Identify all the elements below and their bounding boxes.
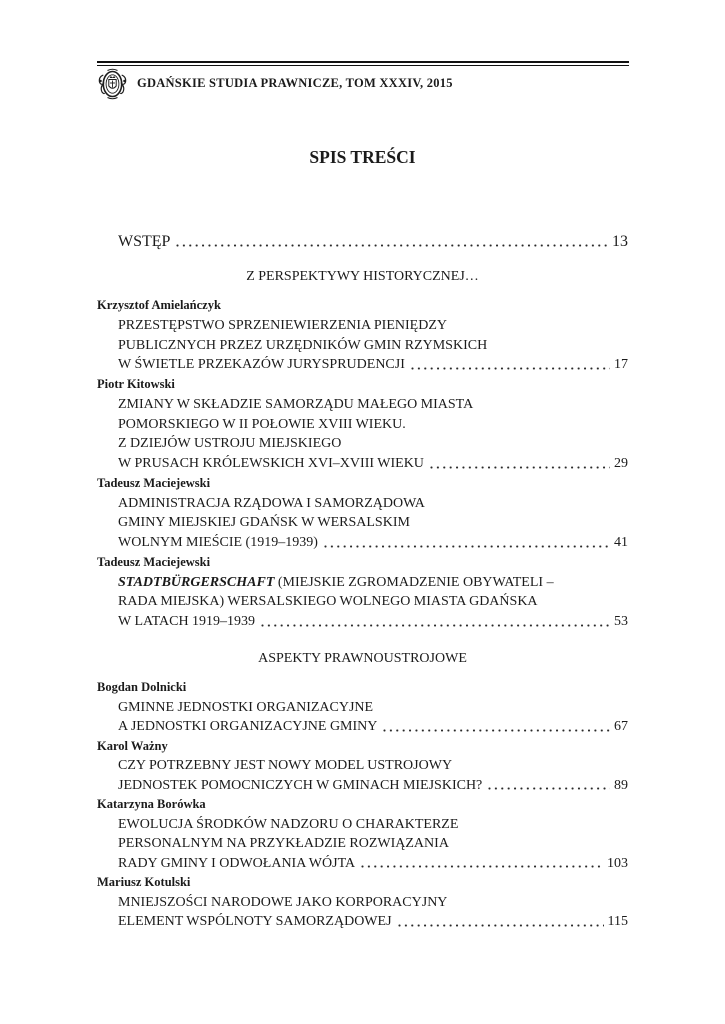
dot-leader: [176, 232, 608, 252]
toc-entry: [97, 553, 628, 632]
toc-intro-row: [118, 232, 628, 252]
entry-title-text: W PRUSACH KRÓLEWSKICH XVI–XVIII WIEKU: [118, 456, 424, 471]
entry-title-line-last: [97, 454, 628, 474]
entry-page-number: 103: [607, 855, 628, 871]
entry-title-text: WOLNYM MIEŚCIE (1919–1939): [118, 535, 318, 550]
entry-author: Piotr Kitowski: [97, 377, 175, 391]
entry-title-text: A JEDNOSTKI ORGANIZACYJNE GMINY: [118, 719, 378, 734]
entry-title-line-last: [97, 776, 628, 796]
entry-title-line-last: [97, 355, 628, 375]
entry-title-line: EWOLUCJA ŚRODKÓW NADZORU O CHARAKTERZE: [118, 816, 459, 832]
entry-title-line: CZY POTRZEBNY JEST NOWY MODEL USTROJOWY: [118, 758, 453, 773]
entry-title-line: PRZESTĘPSTWO SPRZENIEWIERZENIA PIENIĘDZY: [118, 317, 447, 333]
entry-title-line: POMORSKIEGO W II POŁOWIE XVIII WIEKU.: [118, 416, 406, 432]
dot-leader: [430, 454, 610, 474]
entry-author: Tadeusz Maciejewski: [97, 554, 211, 569]
entry-page-number: 53: [614, 614, 628, 629]
entry-title-text: W LATACH 1919–1939: [118, 614, 256, 629]
entry-author: Mariusz Kotulski: [97, 875, 191, 889]
toc-entry: [97, 678, 628, 737]
entry-title-emphasis: STADTBÜRGERSCHAFT: [118, 574, 275, 590]
toc-entry: [97, 296, 628, 375]
entry-page-number: 67: [614, 719, 628, 734]
section-entries: [97, 296, 628, 632]
entry-title-line: GMINY MIEJSKIEJ GDAŃSK W WERSALSKIM: [118, 515, 410, 531]
entry-author: Krzysztof Amielańczyk: [97, 298, 221, 312]
entry-title-line-last: [97, 912, 628, 932]
dot-leader: [361, 854, 603, 874]
entry-author: Tadeusz Maciejewski: [97, 475, 211, 490]
section-entries: [97, 678, 628, 932]
entry-title-line: MNIEJSZOŚCI NARODOWE JAKO KORPORACYJNY: [118, 894, 448, 910]
entry-title-text: W ŚWIETLE PRZEKAZÓW JURYSPRUDENCJI: [118, 357, 405, 373]
entry-title-text: ELEMENT WSPÓLNOTY SAMORZĄDOWEJ: [118, 914, 392, 929]
header-rule-thin: [97, 65, 629, 66]
entry-page-number: 41: [614, 535, 628, 550]
entry-page-number: 29: [614, 456, 628, 471]
section-heading: ASPEKTY PRAWNOUSTROJOWE: [258, 651, 467, 666]
entry-title-line-last: [97, 717, 628, 737]
dot-leader: [324, 533, 610, 553]
entry-title-text: RADY GMINY I ODWOŁANIA WÓJTA: [118, 855, 356, 871]
section-heading: Z PERSPEKTYWY HISTORYCZNEJ…: [246, 269, 479, 284]
dot-leader: [261, 612, 610, 632]
intro-page-number: 13: [612, 233, 628, 250]
dot-leader: [411, 355, 610, 375]
entry-author: Katarzyna Borówka: [97, 797, 206, 811]
dot-leader: [488, 776, 610, 796]
entry-title-line: RADA MIEJSKA) WERSALSKIEGO WOLNEGO MIASTA GDAŃSKA: [118, 594, 538, 610]
entry-title-line: PUBLICZNYCH PRZEZ URZĘDNIKÓW GMIN RZYMSKICH: [118, 337, 488, 353]
intro-label: WSTĘP: [118, 233, 171, 250]
entry-title-text: JEDNOSTEK POMOCNICZYCH W GMINACH MIEJSKICH?: [118, 777, 483, 793]
dot-leader: [398, 912, 604, 932]
university-crest-icon: [96, 67, 129, 101]
entry-page-number: 89: [614, 777, 628, 793]
toc-entry: [97, 795, 628, 873]
page-title: SPIS TREŚCI: [309, 147, 416, 167]
toc-entry: [97, 474, 628, 553]
entry-page-number: 115: [607, 914, 628, 929]
toc-entry: [97, 873, 628, 932]
entry-title-line-last: [97, 533, 628, 553]
entry-title-text: (MIEJSKIE ZGROMADZENIE OBYWATELI –: [277, 574, 554, 590]
entry-author: Bogdan Dolnicki: [97, 680, 187, 694]
entry-title-line: GMINNE JEDNOSTKI ORGANIZACYJNE: [118, 699, 374, 715]
entry-author: Karol Ważny: [97, 738, 168, 753]
entry-title-line-last: [97, 854, 628, 874]
toc-entry: [97, 737, 628, 796]
entry-title-line-last: [97, 612, 628, 632]
entry-title-line: ADMINISTRACJA RZĄDOWA I SAMORZĄDOWA: [118, 495, 425, 511]
dot-leader: [383, 717, 610, 737]
entry-title-line: Z DZIEJÓW USTROJU MIEJSKIEGO: [118, 436, 342, 452]
toc-entry: [97, 375, 628, 474]
entry-title-line: ZMIANY W SKŁADZIE SAMORZĄDU MAŁEGO MIASTA: [118, 396, 474, 412]
entry-title-line: [97, 573, 628, 593]
entry-title-line: PERSONALNYM NA PRZYKŁADZIE ROZWIĄZANIA: [118, 836, 449, 851]
running-header-title: GDAŃSKIE STUDIA PRAWNICZE, TOM XXXIV, 2015: [137, 76, 453, 90]
header-rule-thick: [97, 61, 629, 63]
entry-page-number: 17: [614, 357, 628, 373]
